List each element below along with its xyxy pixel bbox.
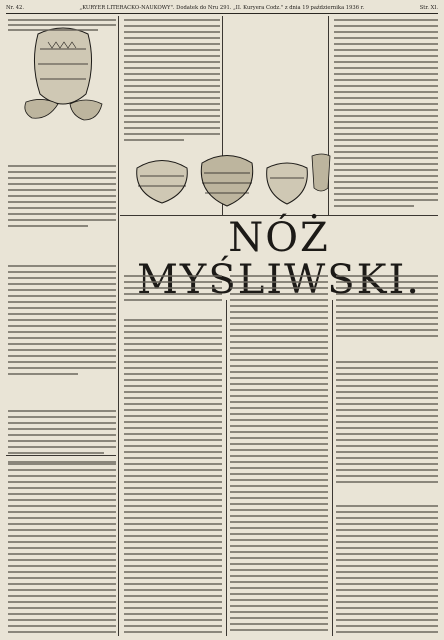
body-text-col3-top (334, 16, 438, 212)
body-text-col2-top (124, 16, 220, 146)
page-header (6, 3, 438, 14)
page-number: Str. XI. (419, 5, 438, 11)
article-title: NÓŻ MYŚLIWSKI. (136, 215, 422, 303)
ceramics-illustration (132, 148, 332, 210)
masthead: „KURYER LITERACKO-NAUKOWY". Dodatek do Nru 291. „II. Kuryera Codz." z dnia 19 października 1936 r. (79, 5, 365, 11)
article-text-col3 (336, 272, 438, 638)
article-text-col2 (230, 272, 328, 638)
body-text-col1 (8, 16, 116, 636)
article-text-col1 (124, 272, 222, 638)
issue-number: Nr. 42. (6, 5, 24, 11)
